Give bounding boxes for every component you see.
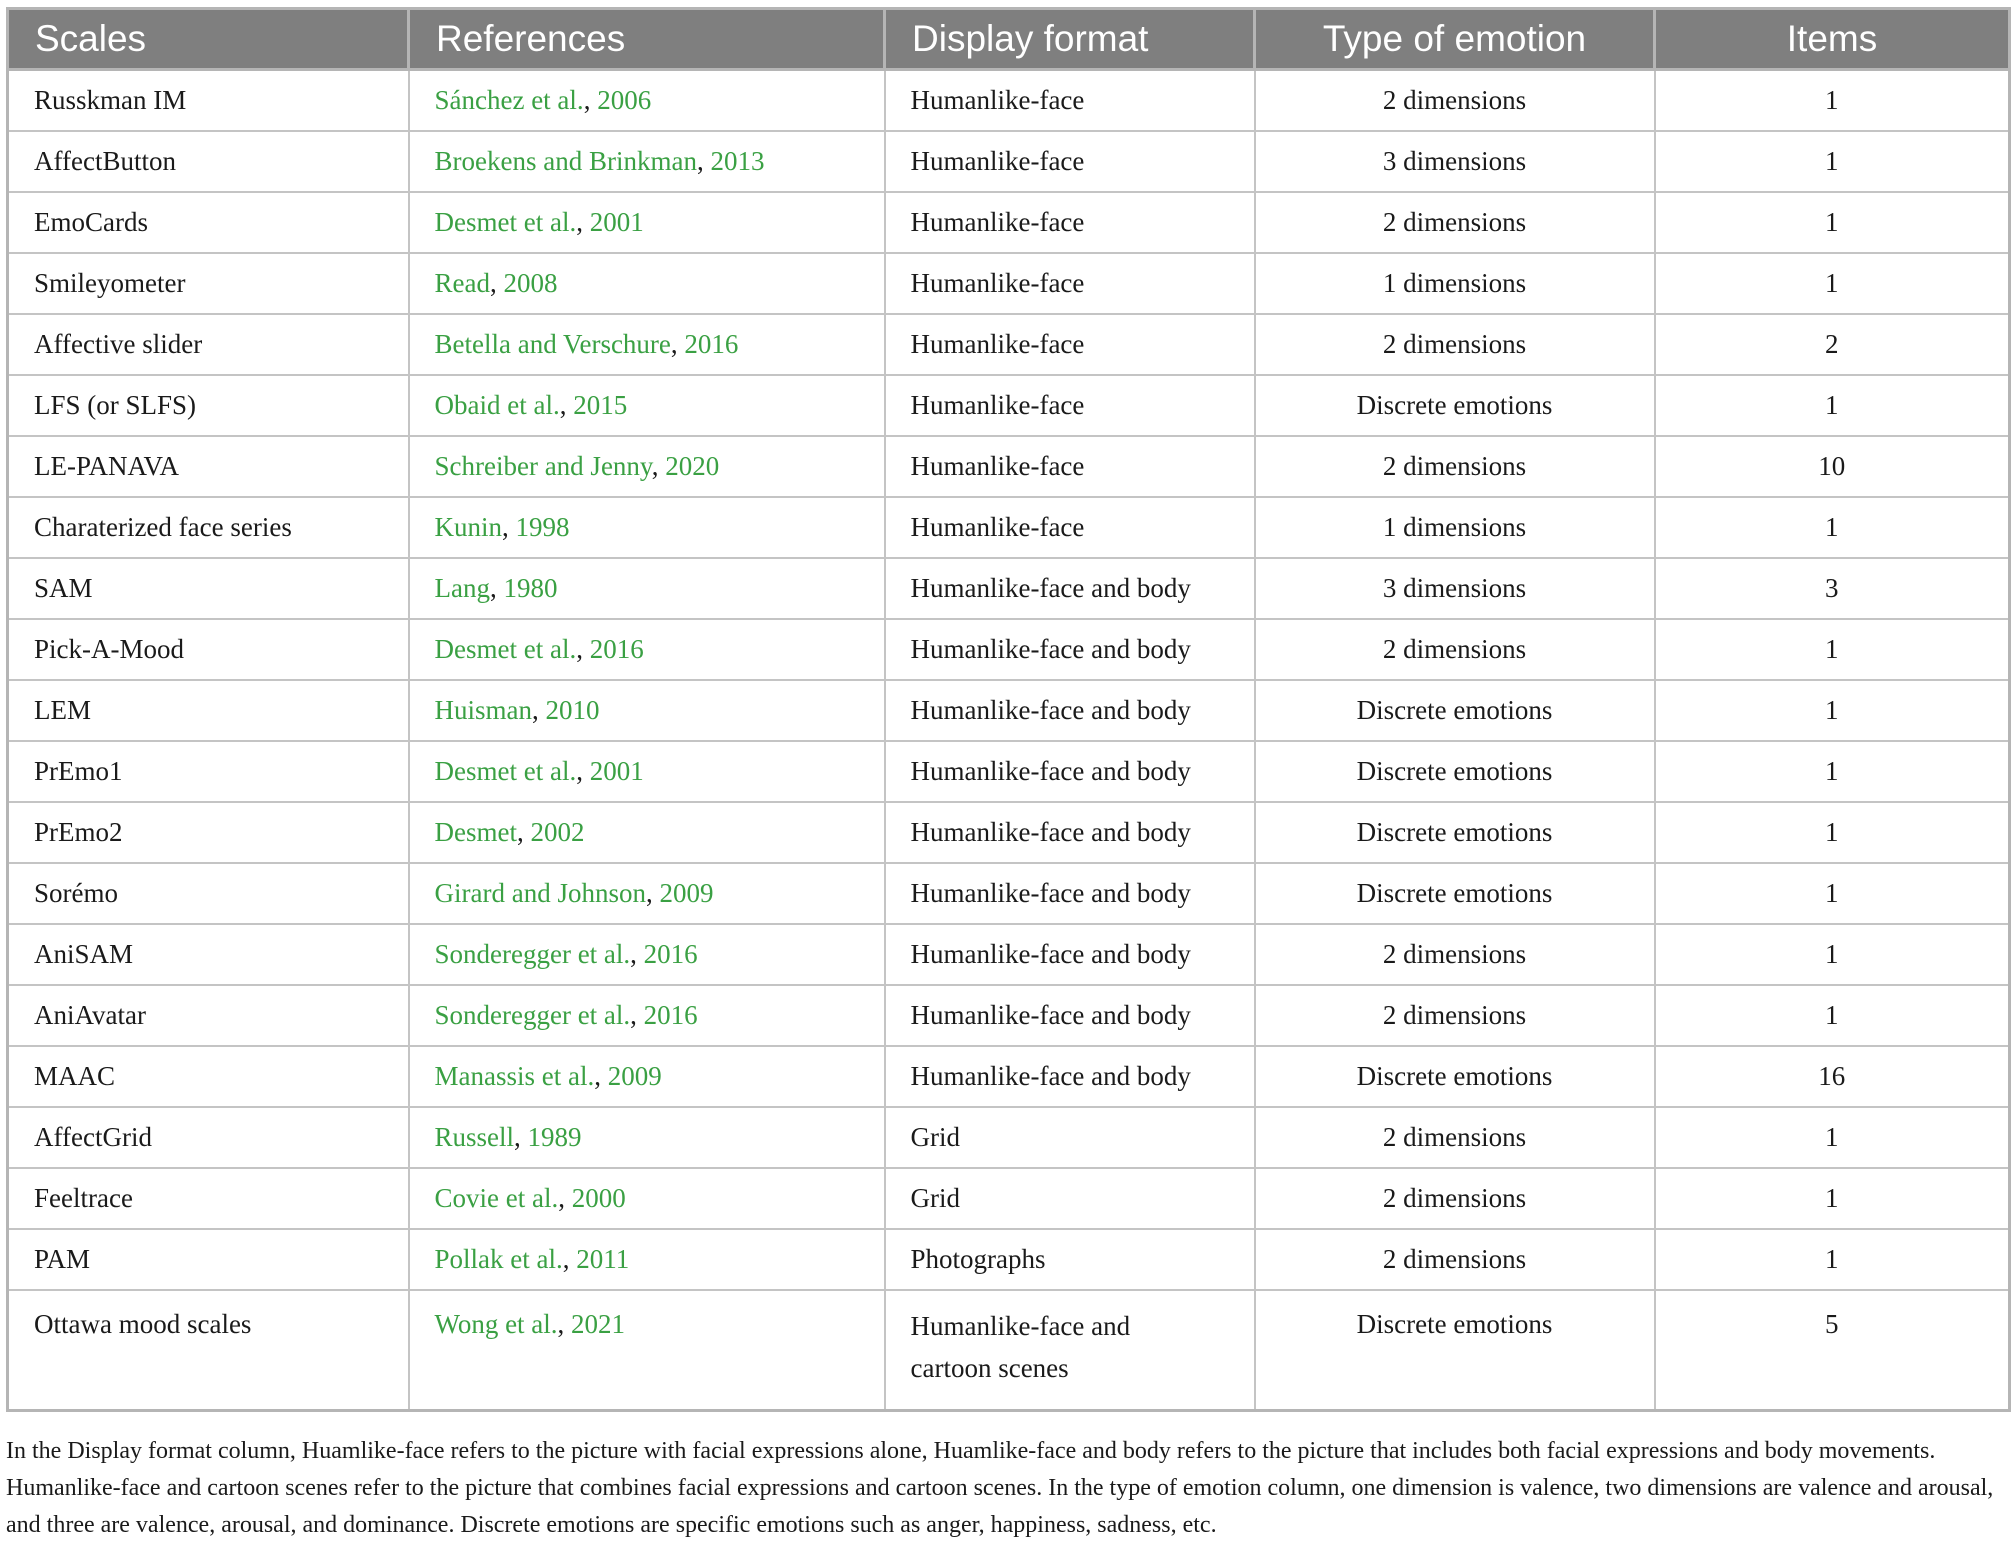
reference-separator: , bbox=[630, 939, 644, 969]
reference-author-link[interactable]: Betella and Verschure bbox=[434, 329, 671, 359]
reference-author-link[interactable]: Pollak et al. bbox=[434, 1244, 563, 1274]
reference-author-link[interactable]: Schreiber and Jenny bbox=[434, 451, 652, 481]
cell-display-format: Humanlike-face and body bbox=[885, 985, 1255, 1046]
cell-display-format: Humanlike-face and body bbox=[885, 924, 1255, 985]
cell-scale: Smileyometer bbox=[8, 253, 409, 314]
reference-year-link[interactable]: 2013 bbox=[710, 146, 765, 176]
cell-reference bbox=[409, 436, 885, 497]
cell-display-format: Humanlike-face bbox=[885, 436, 1255, 497]
cell-display-format: Humanlike-face and body bbox=[885, 1046, 1255, 1107]
reference-year-link[interactable]: 2009 bbox=[607, 1061, 662, 1091]
table-row bbox=[8, 131, 2010, 192]
table-row bbox=[8, 680, 2010, 741]
cell-type-of-emotion: 1 dimensions bbox=[1255, 253, 1655, 314]
reference-separator: , bbox=[516, 817, 531, 847]
cell-display-format: Photographs bbox=[885, 1229, 1255, 1290]
cell-scale: LEM bbox=[8, 680, 409, 741]
cell-items: 1 bbox=[1655, 863, 2010, 924]
cell-scale: LE-PANAVA bbox=[8, 436, 409, 497]
cell-type-of-emotion: 1 dimensions bbox=[1255, 497, 1655, 558]
cell-reference bbox=[409, 1046, 885, 1107]
cell-items: 1 bbox=[1655, 680, 2010, 741]
reference-year-link[interactable]: 2001 bbox=[589, 756, 644, 786]
cell-items: 3 bbox=[1655, 558, 2010, 619]
cell-type-of-emotion: Discrete emotions bbox=[1255, 741, 1655, 802]
cell-items: 1 bbox=[1655, 802, 2010, 863]
cell-scale: Russkman IM bbox=[8, 70, 409, 132]
reference-year-link[interactable]: 2009 bbox=[659, 878, 714, 908]
cell-type-of-emotion: 2 dimensions bbox=[1255, 1229, 1655, 1290]
table-row bbox=[8, 863, 2010, 924]
cell-type-of-emotion: 2 dimensions bbox=[1255, 619, 1655, 680]
cell-scale: AniSAM bbox=[8, 924, 409, 985]
reference-author-link[interactable]: Girard and Johnson bbox=[434, 878, 646, 908]
reference-author-link[interactable]: Covie et al. bbox=[434, 1183, 559, 1213]
reference-author-link[interactable]: Wong et al. bbox=[434, 1309, 558, 1339]
reference-year-link[interactable]: 2015 bbox=[573, 390, 628, 420]
table-row bbox=[8, 1229, 2010, 1290]
cell-reference bbox=[409, 985, 885, 1046]
cell-reference bbox=[409, 192, 885, 253]
cell-reference bbox=[409, 253, 885, 314]
reference-year-link[interactable]: 2016 bbox=[589, 634, 644, 664]
cell-items: 1 bbox=[1655, 619, 2010, 680]
reference-separator: , bbox=[489, 268, 504, 298]
table-row bbox=[8, 1046, 2010, 1107]
cell-display-format: Humanlike-face and body bbox=[885, 802, 1255, 863]
cell-reference bbox=[409, 1290, 885, 1411]
cell-reference bbox=[409, 558, 885, 619]
table-row bbox=[8, 1168, 2010, 1229]
cell-items: 1 bbox=[1655, 192, 2010, 253]
reference-author-link[interactable]: Desmet et al. bbox=[434, 756, 577, 786]
cell-items: 1 bbox=[1655, 1229, 2010, 1290]
reference-author-link[interactable]: Obaid et al. bbox=[434, 390, 560, 420]
reference-separator: , bbox=[558, 1183, 572, 1213]
reference-year-link[interactable]: 2016 bbox=[684, 329, 739, 359]
reference-year-link[interactable]: 2008 bbox=[503, 268, 558, 298]
cell-items: 1 bbox=[1655, 375, 2010, 436]
cell-reference bbox=[409, 70, 885, 132]
cell-scale: Sorémo bbox=[8, 863, 409, 924]
reference-year-link[interactable]: 2021 bbox=[571, 1309, 626, 1339]
reference-author-link[interactable]: Desmet bbox=[434, 817, 517, 847]
cell-display-format: Humanlike-face and body bbox=[885, 558, 1255, 619]
cell-display-format: Humanlike-face bbox=[885, 192, 1255, 253]
cell-type-of-emotion: 2 dimensions bbox=[1255, 924, 1655, 985]
cell-type-of-emotion: Discrete emotions bbox=[1255, 1290, 1655, 1411]
cell-type-of-emotion: 2 dimensions bbox=[1255, 192, 1655, 253]
cell-scale: AniAvatar bbox=[8, 985, 409, 1046]
reference-author-link[interactable]: Manassis et al. bbox=[434, 1061, 595, 1091]
reference-year-link[interactable]: 1998 bbox=[515, 512, 570, 542]
reference-separator: , bbox=[670, 329, 685, 359]
cell-reference bbox=[409, 1229, 885, 1290]
cell-type-of-emotion: Discrete emotions bbox=[1255, 680, 1655, 741]
cell-scale: MAAC bbox=[8, 1046, 409, 1107]
header-items: Items bbox=[1655, 9, 2010, 70]
header-scales: Scales bbox=[8, 9, 409, 70]
cell-items: 10 bbox=[1655, 436, 2010, 497]
reference-separator: , bbox=[576, 634, 590, 664]
reference-year-link[interactable]: 2011 bbox=[576, 1244, 630, 1274]
reference-year-link[interactable]: 1980 bbox=[503, 573, 558, 603]
reference-author-link[interactable]: Read bbox=[434, 268, 490, 298]
cell-reference bbox=[409, 375, 885, 436]
table-row bbox=[8, 70, 2010, 132]
header-references: References bbox=[409, 9, 885, 70]
table-row bbox=[8, 741, 2010, 802]
cell-display-format: Humanlike-face and body bbox=[885, 863, 1255, 924]
scales-table bbox=[6, 7, 2011, 1412]
cell-scale: LFS (or SLFS) bbox=[8, 375, 409, 436]
table-row bbox=[8, 497, 2010, 558]
cell-reference bbox=[409, 1107, 885, 1168]
reference-author-link[interactable]: Sonderegger et al. bbox=[434, 1000, 631, 1030]
cell-display-format: Humanlike-face and cartoon scenes bbox=[885, 1290, 1255, 1411]
cell-scale: Affective slider bbox=[8, 314, 409, 375]
reference-year-link[interactable]: 2000 bbox=[571, 1183, 626, 1213]
cell-scale: Feeltrace bbox=[8, 1168, 409, 1229]
reference-separator: , bbox=[557, 1309, 572, 1339]
cell-reference bbox=[409, 1168, 885, 1229]
header-display-format: Display format bbox=[885, 9, 1255, 70]
reference-year-link[interactable]: 2002 bbox=[530, 817, 585, 847]
cell-type-of-emotion: Discrete emotions bbox=[1255, 863, 1655, 924]
header-type-of-emotion: Type of emotion bbox=[1255, 9, 1655, 70]
table-header-row bbox=[8, 9, 2010, 70]
cell-reference bbox=[409, 314, 885, 375]
cell-display-format: Humanlike-face and body bbox=[885, 741, 1255, 802]
reference-year-link[interactable]: 2020 bbox=[665, 451, 720, 481]
cell-items: 1 bbox=[1655, 497, 2010, 558]
cell-scale: PAM bbox=[8, 1229, 409, 1290]
table-row bbox=[8, 619, 2010, 680]
cell-items: 1 bbox=[1655, 985, 2010, 1046]
cell-scale: PrEmo2 bbox=[8, 802, 409, 863]
scales-table-container bbox=[6, 7, 2008, 1412]
cell-type-of-emotion: 3 dimensions bbox=[1255, 558, 1655, 619]
table-row bbox=[8, 436, 2010, 497]
reference-author-link[interactable]: Sonderegger et al. bbox=[434, 939, 631, 969]
reference-separator: , bbox=[514, 1122, 528, 1152]
table-row bbox=[8, 1107, 2010, 1168]
cell-display-format: Humanlike-face bbox=[885, 375, 1255, 436]
cell-scale: Ottawa mood scales bbox=[8, 1290, 409, 1411]
cell-reference bbox=[409, 680, 885, 741]
cell-items: 1 bbox=[1655, 1168, 2010, 1229]
cell-reference bbox=[409, 619, 885, 680]
reference-separator: , bbox=[645, 878, 660, 908]
reference-separator: , bbox=[696, 146, 711, 176]
table-row bbox=[8, 924, 2010, 985]
reference-separator: , bbox=[489, 573, 504, 603]
cell-reference bbox=[409, 131, 885, 192]
reference-separator: , bbox=[502, 512, 516, 542]
cell-reference bbox=[409, 741, 885, 802]
reference-separator: , bbox=[576, 756, 590, 786]
cell-display-format: Humanlike-face and body bbox=[885, 619, 1255, 680]
cell-scale: AffectGrid bbox=[8, 1107, 409, 1168]
table-row bbox=[8, 558, 2010, 619]
reference-separator: , bbox=[532, 695, 546, 725]
cell-type-of-emotion: 2 dimensions bbox=[1255, 985, 1655, 1046]
cell-type-of-emotion: 3 dimensions bbox=[1255, 131, 1655, 192]
table-body bbox=[8, 70, 2010, 1411]
cell-display-format: Humanlike-face bbox=[885, 70, 1255, 132]
cell-reference bbox=[409, 863, 885, 924]
cell-items: 1 bbox=[1655, 70, 2010, 132]
reference-author-link[interactable]: Desmet et al. bbox=[434, 634, 577, 664]
cell-display-format: Grid bbox=[885, 1107, 1255, 1168]
cell-type-of-emotion: 2 dimensions bbox=[1255, 436, 1655, 497]
cell-reference bbox=[409, 924, 885, 985]
cell-type-of-emotion: 2 dimensions bbox=[1255, 1107, 1655, 1168]
cell-type-of-emotion: 2 dimensions bbox=[1255, 70, 1655, 132]
cell-items: 5 bbox=[1655, 1290, 2010, 1411]
cell-display-format: Humanlike-face and body bbox=[885, 680, 1255, 741]
reference-year-link[interactable]: 1989 bbox=[527, 1122, 582, 1152]
cell-scale: Charaterized face series bbox=[8, 497, 409, 558]
cell-type-of-emotion: Discrete emotions bbox=[1255, 1046, 1655, 1107]
reference-year-link[interactable]: 2010 bbox=[545, 695, 600, 725]
cell-items: 1 bbox=[1655, 131, 2010, 192]
cell-items: 2 bbox=[1655, 314, 2010, 375]
table-row bbox=[8, 802, 2010, 863]
reference-author-link[interactable]: Russell bbox=[434, 1122, 515, 1152]
reference-author-link[interactable]: Sánchez et al. bbox=[434, 85, 584, 115]
cell-type-of-emotion: 2 dimensions bbox=[1255, 1168, 1655, 1229]
cell-reference bbox=[409, 802, 885, 863]
reference-author-link[interactable]: Desmet et al. bbox=[434, 207, 577, 237]
cell-display-format: Humanlike-face bbox=[885, 131, 1255, 192]
reference-separator: , bbox=[562, 1244, 577, 1274]
cell-items: 1 bbox=[1655, 1107, 2010, 1168]
reference-author-link[interactable]: Kunin bbox=[434, 512, 502, 542]
table-row bbox=[8, 314, 2010, 375]
cell-type-of-emotion: Discrete emotions bbox=[1255, 375, 1655, 436]
table-row bbox=[8, 985, 2010, 1046]
reference-separator: , bbox=[576, 207, 590, 237]
cell-scale: Pick-A-Mood bbox=[8, 619, 409, 680]
reference-separator: , bbox=[651, 451, 666, 481]
cell-scale: EmoCards bbox=[8, 192, 409, 253]
cell-type-of-emotion: 2 dimensions bbox=[1255, 314, 1655, 375]
cell-items: 1 bbox=[1655, 253, 2010, 314]
reference-author-link[interactable]: Huisman bbox=[434, 695, 532, 725]
table-row bbox=[8, 375, 2010, 436]
cell-scale: PrEmo1 bbox=[8, 741, 409, 802]
cell-display-format: Humanlike-face bbox=[885, 253, 1255, 314]
table-row bbox=[8, 192, 2010, 253]
reference-separator: , bbox=[594, 1061, 608, 1091]
cell-type-of-emotion: Discrete emotions bbox=[1255, 802, 1655, 863]
cell-reference bbox=[409, 497, 885, 558]
cell-display-format: Humanlike-face bbox=[885, 497, 1255, 558]
table-row bbox=[8, 253, 2010, 314]
cell-items: 1 bbox=[1655, 924, 2010, 985]
reference-separator: , bbox=[583, 85, 598, 115]
cell-display-format: Humanlike-face bbox=[885, 314, 1255, 375]
reference-year-link[interactable]: 2006 bbox=[597, 85, 652, 115]
reference-year-link[interactable]: 2016 bbox=[643, 1000, 698, 1030]
table-footnote: In the Display format column, Huamlike-face refers to the picture with facial expressions alone, Huamlike-face and body refers to the picture that includes both facial expressions and body movements. Humanlike-face and cartoon scenes refer to the picture that combines facial expressions and cartoon scenes. In the type of emotion column, one dimension is valence, two dimensions are valence and arousal, and three are valence, arousal, and dominance. Discrete emotions are specific emotions such as anger, happiness, sadness, etc. bbox=[6, 1438, 1994, 1538]
reference-author-link[interactable]: Broekens and Brinkman bbox=[434, 146, 697, 176]
cell-display-format: Grid bbox=[885, 1168, 1255, 1229]
reference-year-link[interactable]: 2016 bbox=[643, 939, 698, 969]
table-row bbox=[8, 1290, 2010, 1411]
cell-scale: SAM bbox=[8, 558, 409, 619]
reference-year-link[interactable]: 2001 bbox=[589, 207, 644, 237]
cell-scale: AffectButton bbox=[8, 131, 409, 192]
cell-items: 16 bbox=[1655, 1046, 2010, 1107]
reference-author-link[interactable]: Lang bbox=[434, 573, 490, 603]
reference-separator: , bbox=[630, 1000, 644, 1030]
cell-items: 1 bbox=[1655, 741, 2010, 802]
reference-separator: , bbox=[559, 390, 574, 420]
